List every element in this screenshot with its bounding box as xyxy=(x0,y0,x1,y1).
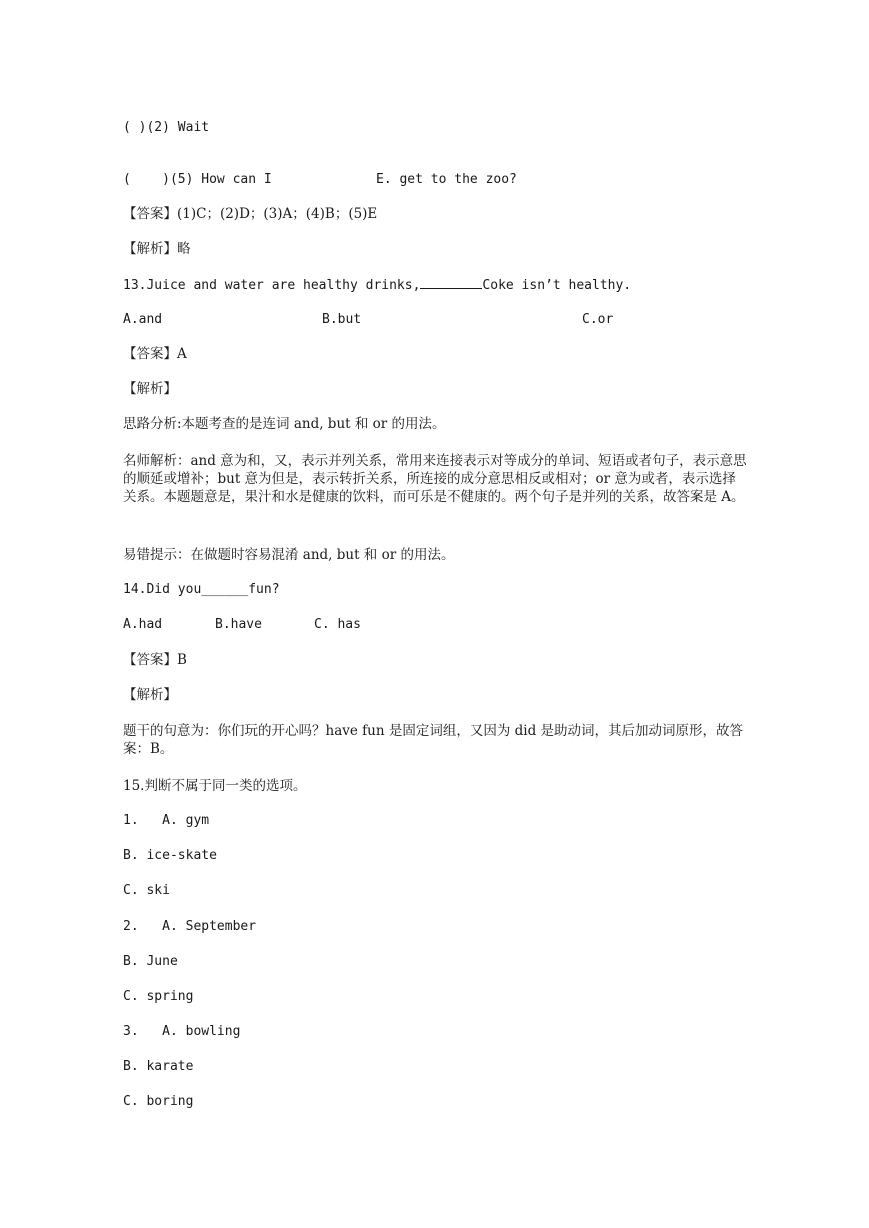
q15-line-2: B. ice-skate xyxy=(123,848,217,863)
q12-row-5-right: E. get to the zoo? xyxy=(376,172,517,187)
q15-line-8: B. karate xyxy=(123,1059,194,1074)
q13-stem xyxy=(123,276,631,295)
q13-answer: 【答案】A xyxy=(123,346,187,362)
q13-stem-before: 13.Juice and water are healthy drinks, xyxy=(123,278,421,293)
q14-option-b: B.have xyxy=(215,617,262,632)
q15-line-9: C. boring xyxy=(123,1094,194,1109)
q13-blank xyxy=(420,276,482,289)
q12-row-5-left: ( )(5) How can I xyxy=(123,172,272,187)
q15-line-4: 2. A. September xyxy=(123,919,257,934)
q14-explanation: 题干的句意为：你们玩的开心吗？have fun 是固定词组，又因为 did 是助动词，其后加动词原形，故答案：B。 xyxy=(123,723,744,757)
q14-options xyxy=(123,616,423,634)
q15-line-1: 1. A. gym xyxy=(123,813,210,828)
q13-teacher-analysis: 名师解析：and 意为和，又，表示并列关系，常用来连接表示对等成分的单词、短语或者句子，表示意思的顺延或增补；but 意为但是，表示转折关系，所连接的成分意思相反或相对；or 意为或者，表示选择关系。本题题意是，果汁和水是健康的饮料，而可乐是不健康的。两个句子是并列的关系，故答案是 A。 xyxy=(123,453,747,505)
q13-tip: 易错提示：在做题时容易混淆 and, but 和 or 的用法。 xyxy=(123,547,455,563)
q12-row-2: ( )(2) Wait xyxy=(123,120,210,135)
q15-line-6: C. spring xyxy=(123,989,194,1004)
q14-option-a: A.had xyxy=(123,617,163,632)
q13-option-c: C.or xyxy=(582,312,614,327)
q13-option-a: A.and xyxy=(123,312,163,327)
q13-option-b: B.but xyxy=(322,312,362,327)
q12-row-5 xyxy=(123,171,643,189)
q14-option-c: C. has xyxy=(314,617,361,632)
q13-analysis-label: 【解析】 xyxy=(123,381,177,397)
q15-line-3: C. ski xyxy=(123,883,170,898)
q14-answer: 【答案】B xyxy=(123,652,187,668)
q15-line-7: 3. A. bowling xyxy=(123,1024,241,1039)
q13-idea: 思路分析:本题考查的是连词 and, but 和 or 的用法。 xyxy=(123,416,446,432)
q14-stem: 14.Did you______fun? xyxy=(123,582,280,597)
q14-analysis-label: 【解析】 xyxy=(123,687,177,703)
q15-stem: 15.判断不属于同一类的选项。 xyxy=(123,778,307,794)
q13-options xyxy=(123,311,643,329)
q13-stem-after: Coke isn’t healthy. xyxy=(482,278,632,293)
q12-analysis: 【解析】略 xyxy=(123,241,191,257)
q12-answer: 【答案】(1)C；(2)D；(3)A；(4)B；(5)E xyxy=(123,206,378,222)
q15-line-5: B. June xyxy=(123,954,178,969)
